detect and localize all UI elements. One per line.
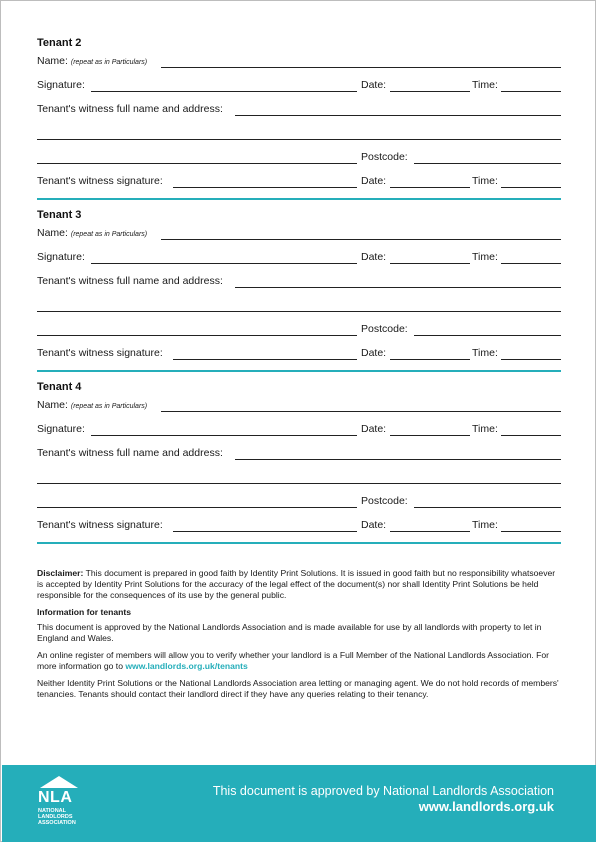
time-line[interactable] xyxy=(501,435,561,436)
witness-signature-row xyxy=(37,519,561,533)
footer-website-link[interactable]: www.landlords.org.uk xyxy=(418,799,554,814)
date-line[interactable] xyxy=(390,91,470,92)
witness-signature-row xyxy=(37,175,561,189)
name-label: Name: (repeat as in Particulars) xyxy=(37,399,148,411)
tenants-link[interactable]: www.landlords.org.uk/tenants xyxy=(125,661,248,671)
witness-date-label: Date: xyxy=(361,519,387,531)
signature-line[interactable] xyxy=(91,91,357,92)
footer-banner xyxy=(2,765,596,842)
section-divider xyxy=(37,542,561,544)
name-label: Name: (repeat as in Particulars) xyxy=(37,55,148,67)
logo-subtext: NATIONAL LANDLORDS ASSOCIATION xyxy=(38,808,76,827)
name-note: (repeat as in Particulars) xyxy=(70,59,148,66)
witness-date-line[interactable] xyxy=(390,359,470,360)
name-row xyxy=(37,399,561,413)
disclaimer-paragraph xyxy=(37,568,561,601)
witness-date-label: Date: xyxy=(361,347,387,359)
name-line[interactable] xyxy=(161,411,561,412)
address-line-3[interactable] xyxy=(37,163,357,164)
section-divider xyxy=(37,370,561,372)
section-divider xyxy=(37,198,561,200)
time-label: Time: xyxy=(472,79,498,91)
witness-time-label: Time: xyxy=(472,347,498,359)
witness-address-line-2[interactable] xyxy=(37,139,561,140)
info-paragraph-2: An online register of members will allow you to verify whether your landlord is a Full Member of the National Landlords Association. For more information go to www.landlords.org.uk/tenants xyxy=(37,650,550,671)
postcode-row xyxy=(37,151,561,165)
info-paragraph-1: This document is approved by the National Landlords Association and is made available for use by all landlords with property to let in England and Wales. xyxy=(37,622,542,643)
signature-row xyxy=(37,79,561,93)
disclaimer-block xyxy=(37,568,561,706)
witness-signature-label: Tenant's witness signature: xyxy=(37,519,163,531)
witness-date-label: Date: xyxy=(361,175,387,187)
tenant-heading: Tenant 4 xyxy=(37,381,82,393)
witness-address-row-2 xyxy=(37,471,561,485)
date-label: Date: xyxy=(361,423,387,435)
tenant-heading: Tenant 3 xyxy=(37,209,82,221)
signature-row xyxy=(37,251,561,265)
witness-time-line[interactable] xyxy=(501,531,561,532)
witness-signature-line[interactable] xyxy=(173,187,357,188)
house-roof-icon xyxy=(40,776,78,788)
address-line-3[interactable] xyxy=(37,335,357,336)
signature-row xyxy=(37,423,561,437)
signature-label: Signature: xyxy=(37,79,85,91)
witness-signature-label: Tenant's witness signature: xyxy=(37,175,163,187)
date-line[interactable] xyxy=(390,263,470,264)
postcode-label: Postcode: xyxy=(361,323,408,335)
witness-signature-line[interactable] xyxy=(173,359,357,360)
witness-address-label: Tenant's witness full name and address: xyxy=(37,275,223,287)
date-label: Date: xyxy=(361,251,387,263)
witness-address-row-2 xyxy=(37,299,561,313)
witness-date-line[interactable] xyxy=(390,187,470,188)
tenant-heading: Tenant 2 xyxy=(37,37,82,49)
signature-line[interactable] xyxy=(91,263,357,264)
logo-text: NLA xyxy=(38,789,73,806)
witness-time-line[interactable] xyxy=(501,187,561,188)
witness-time-line[interactable] xyxy=(501,359,561,360)
address-line-3[interactable] xyxy=(37,507,357,508)
postcode-line[interactable] xyxy=(414,507,561,508)
witness-time-label: Time: xyxy=(472,175,498,187)
witness-signature-line[interactable] xyxy=(173,531,357,532)
witness-time-label: Time: xyxy=(472,519,498,531)
name-note: (repeat as in Particulars) xyxy=(70,403,148,410)
witness-address-row xyxy=(37,447,561,461)
name-line[interactable] xyxy=(161,239,561,240)
date-line[interactable] xyxy=(390,435,470,436)
postcode-line[interactable] xyxy=(414,335,561,336)
witness-date-line[interactable] xyxy=(390,531,470,532)
witness-address-row xyxy=(37,275,561,289)
name-line[interactable] xyxy=(161,67,561,68)
witness-address-line[interactable] xyxy=(235,459,561,460)
witness-address-line-2[interactable] xyxy=(37,483,561,484)
signature-label: Signature: xyxy=(37,423,85,435)
postcode-line[interactable] xyxy=(414,163,561,164)
witness-address-line-2[interactable] xyxy=(37,311,561,312)
postcode-label: Postcode: xyxy=(361,495,408,507)
disclaimer-title: Disclaimer: xyxy=(37,568,84,578)
signature-line[interactable] xyxy=(91,435,357,436)
postcode-row xyxy=(37,495,561,509)
witness-address-label: Tenant's witness full name and address: xyxy=(37,447,223,459)
witness-address-row xyxy=(37,103,561,117)
signature-label: Signature: xyxy=(37,251,85,263)
witness-address-line[interactable] xyxy=(235,287,561,288)
disclaimer-text: This document is prepared in good faith by Identity Print Solutions. It is issued in good faith but no responsibility whatsoever is accepted by Identity Print Solutions for the accuracy of the legal effect of the document(s) nor shall Identity Print Solutions be held responsible for the consequences of its use by the general public. xyxy=(37,568,556,600)
postcode-row xyxy=(37,323,561,337)
witness-address-label: Tenant's witness full name and address: xyxy=(37,103,223,115)
nla-logo xyxy=(36,776,86,836)
info-heading: Information for tenants xyxy=(37,607,132,617)
footer-approval-text: This document is approved by National Landlords Association xyxy=(212,784,554,798)
witness-address-row-2 xyxy=(37,127,561,141)
witness-signature-row xyxy=(37,347,561,361)
time-line[interactable] xyxy=(501,91,561,92)
postcode-label: Postcode: xyxy=(361,151,408,163)
time-line[interactable] xyxy=(501,263,561,264)
name-label: Name: (repeat as in Particulars) xyxy=(37,227,148,239)
name-note: (repeat as in Particulars) xyxy=(70,231,148,238)
name-row xyxy=(37,55,561,69)
name-row xyxy=(37,227,561,241)
time-label: Time: xyxy=(472,251,498,263)
date-label: Date: xyxy=(361,79,387,91)
time-label: Time: xyxy=(472,423,498,435)
witness-signature-label: Tenant's witness signature: xyxy=(37,347,163,359)
info-paragraph-3: Neither Identity Print Solutions or the National Landlords Association area letting or managing agent. We do not hold records of members' tenancies. Tenants should contact their landlord direct if they have any queries relating to their tenancy. xyxy=(37,678,559,699)
witness-address-line[interactable] xyxy=(235,115,561,116)
